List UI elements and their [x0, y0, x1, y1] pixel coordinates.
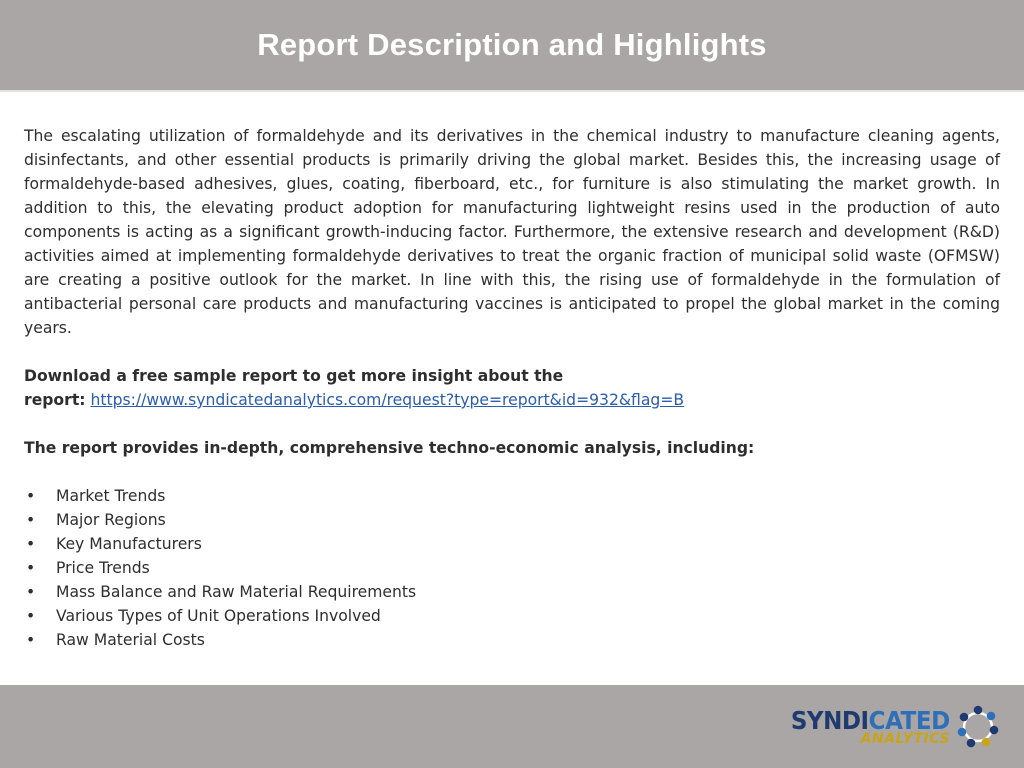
list-item: [24, 580, 1000, 604]
bullet-icon: •: [26, 559, 36, 577]
analysis-heading: The report provides in-depth, comprehensive techno-economic analysis, including:: [24, 439, 755, 457]
list-item-label: Various Types of Unit Operations Involved: [56, 607, 381, 625]
logo-sub-word: ANALYTICS: [860, 731, 950, 747]
bullet-icon: •: [26, 607, 36, 625]
list-item: [24, 532, 1000, 556]
footer-banner: [0, 685, 1024, 768]
spacer: [24, 412, 1000, 436]
title-banner: [0, 0, 1024, 90]
list-item: [24, 604, 1000, 628]
logo-wordmark: [777, 708, 950, 746]
list-item-label: Major Regions: [56, 511, 166, 529]
list-item: [24, 628, 1000, 652]
header-divider: [0, 90, 1024, 92]
logo-main-word: SYNDICATED: [791, 706, 950, 735]
list-item: [24, 556, 1000, 580]
download-label: report:: [24, 391, 86, 409]
list-item-label: Market Trends: [56, 487, 166, 505]
bullet-icon: •: [26, 583, 36, 601]
list-item: [24, 508, 1000, 532]
bullet-icon: •: [26, 487, 36, 505]
bullet-icon: •: [26, 631, 36, 649]
list-item-label: Key Manufacturers: [56, 535, 202, 553]
description-paragraph: The escalating utilization of formaldehyde and its derivatives in the chemical industry to manufacture cleaning agents, disinfectants, and other essential products is primarily driving the global market. Besides this, the increasing usage of formaldehyde-based adhesives, glues, coating, fiberboard, etc., for furniture is also stimulating the market growth. In addition to this, the elevating product adoption for manufacturing lightweight resins used in the production of auto components is acting as a significant growth-inducing factor. Furthermore, the extensive research and development (R&D) activities aimed at implementing formaldehyde derivatives to treat the organic fraction of municipal solid waste (OFMSW) are creating a positive outlook for the market. In line with this, the rising use of formaldehyde in the formulation of antibacterial personal care products and manufacturing vaccines is anticipated to propel the global market in the coming years.: [24, 127, 1000, 337]
spacer: [24, 460, 1000, 484]
bullet-icon: •: [26, 511, 36, 529]
bullet-icon: •: [26, 535, 36, 553]
network-circle-icon: [956, 705, 1000, 749]
list-item: [24, 484, 1000, 508]
report-content: [24, 124, 1000, 652]
list-item-label: Raw Material Costs: [56, 631, 205, 649]
list-item-label: Mass Balance and Raw Material Requirements: [56, 583, 417, 601]
spacer: [24, 340, 1000, 364]
page-title: Report Description and Highlights: [257, 27, 767, 62]
company-logo: [777, 702, 1000, 752]
analysis-list: [24, 484, 1000, 652]
list-item-label: Price Trends: [56, 559, 150, 577]
download-prompt: Download a free sample report to get more insight about the: [24, 367, 564, 385]
download-line: [24, 388, 1000, 412]
sample-report-link[interactable]: https://www.syndicatedanalytics.com/request?type=report&id=932&flag=B: [90, 391, 685, 409]
